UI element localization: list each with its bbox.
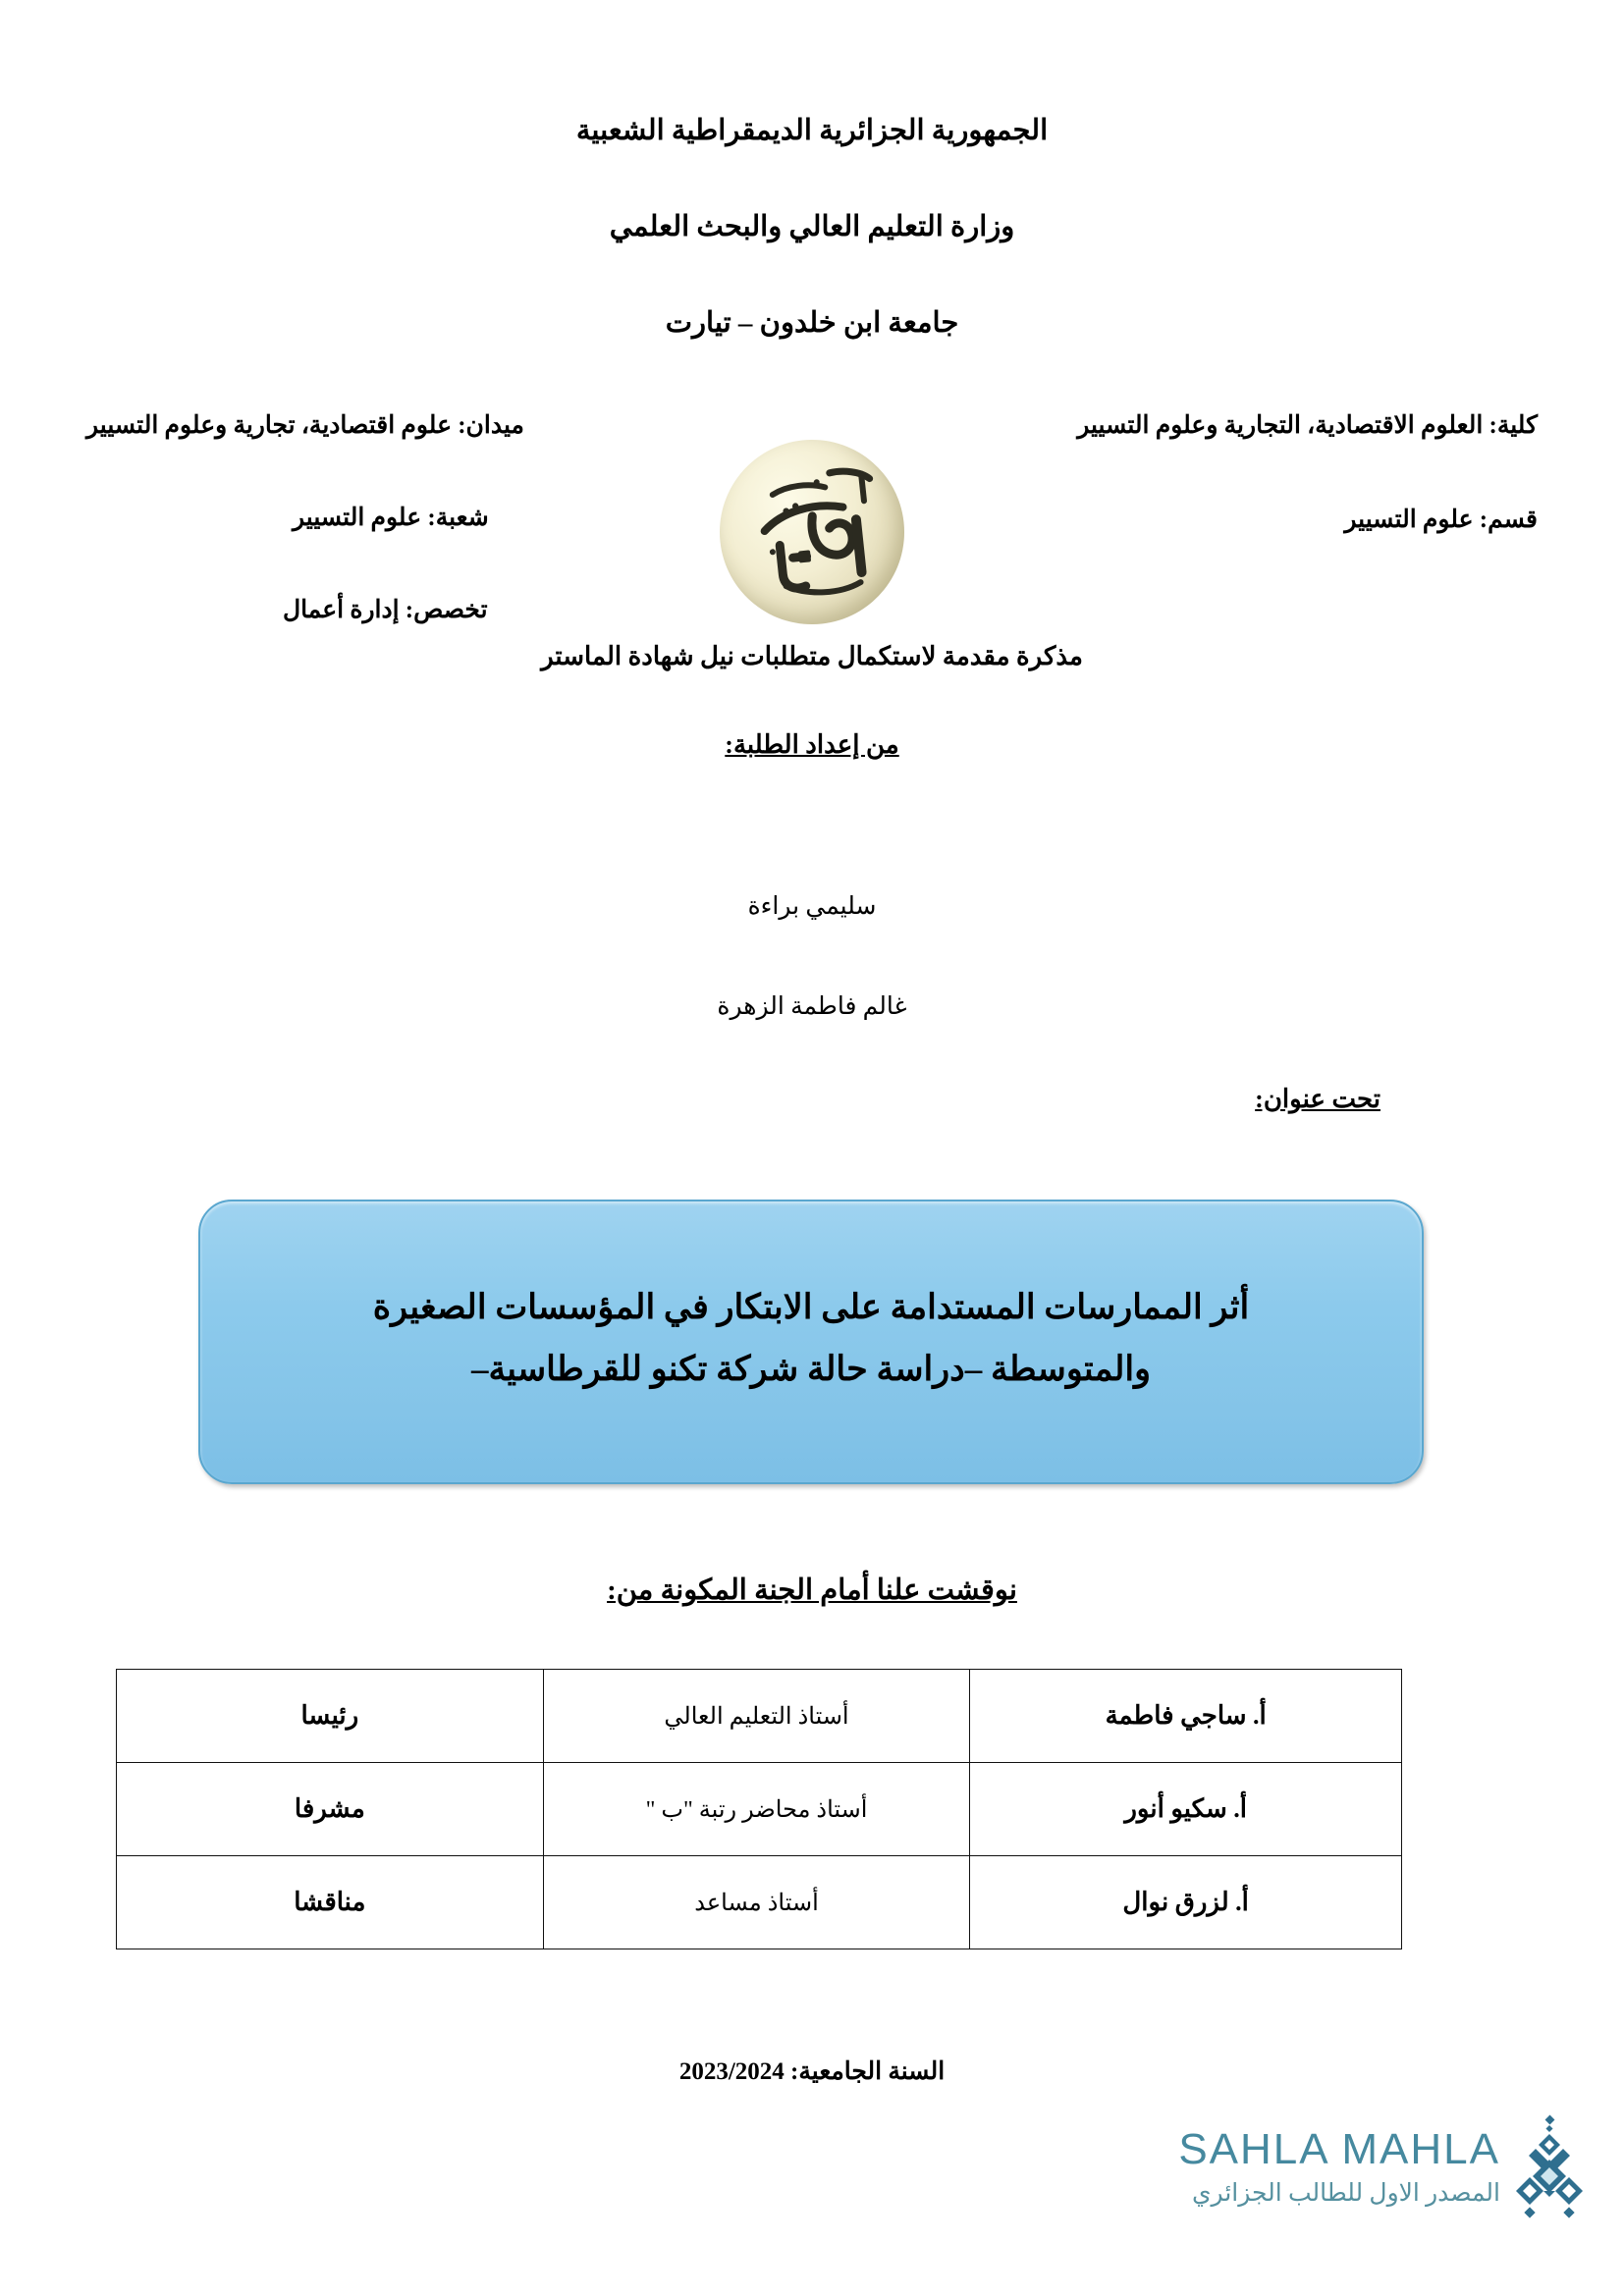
academic-year: السنة الجامعية: 2023/2024: [678, 2058, 946, 2085]
jury-rank-2: أستاذ محاضر رتبة "ب ": [543, 1763, 970, 1856]
thesis-title-box: [198, 1200, 1424, 1484]
field-label: ميدان: علوم اقتصادية، تجارية وعلوم التسيير: [86, 412, 524, 439]
specialty-label: تخصص: إدارة أعمال: [283, 597, 488, 623]
jury-rank-3: أستاذ مساعد: [543, 1856, 970, 1949]
jury-name-1: أ. ساجي فاطمة: [970, 1670, 1402, 1763]
table-row: [117, 1763, 1402, 1856]
ministry-line: وزارة التعليم العالي والبحث العلمي: [609, 210, 1015, 242]
table-row: [117, 1856, 1402, 1949]
jury-role-2: مشرفا: [117, 1763, 544, 1856]
jury-table: [116, 1669, 1402, 1949]
branch-label: شعبة: علوم التسيير: [293, 505, 489, 531]
institution-header: [0, 116, 1624, 404]
jury-rank-1: أستاذ التعليم العالي: [543, 1670, 970, 1763]
table-row: [117, 1670, 1402, 1763]
thesis-title-line-1: أثر الممارسات المستدامة على الابتكار في المؤسسات الصغيرة: [372, 1288, 1250, 1326]
student-name-1: سليمي براءة: [747, 893, 877, 920]
jury-role-3: مناقشا: [117, 1856, 544, 1949]
sahla-mahla-watermark: [1133, 2125, 1595, 2246]
faculty-label: كلية: العلوم الاقتصادية، التجارية وعلوم التسيير: [1077, 412, 1538, 439]
prepared-by-label: من إعداد الطلبة:: [725, 730, 899, 759]
diamond-ornament-icon: [1504, 2114, 1595, 2220]
jury-name-3: أ. لزرق نوال: [970, 1856, 1402, 1949]
watermark-title: SAHLA MAHLA: [1178, 2125, 1500, 2173]
jury-name-2: أ. سكيو أنور: [970, 1763, 1402, 1856]
country-line: الجمهورية الجزائرية الديمقراطية الشعبية: [575, 115, 1049, 146]
under-title-label: تحت عنوان:: [1255, 1085, 1380, 1113]
degree-statement: مذكرة مقدمة لاستكمال متطلبات نيل شهادة الماستر: [541, 642, 1083, 670]
student-name-2: غالم فاطمة الزهرة: [717, 993, 907, 1020]
university-line: جامعة ابن خلدون – تيارت: [665, 306, 959, 339]
thesis-title-line-2: والمتوسطة –دراسة حالة شركة تكنو للقرطاسية–: [471, 1350, 1151, 1388]
jury-role-1: رئيسا: [117, 1670, 544, 1763]
watermark-subtitle: المصدر الاول للطالب الجزائري: [1191, 2180, 1500, 2207]
jury-heading: نوقشت علنا أمام الجنة المكونة من:: [607, 1575, 1017, 1606]
department-label: قسم: علوم التسيير: [1344, 507, 1538, 533]
